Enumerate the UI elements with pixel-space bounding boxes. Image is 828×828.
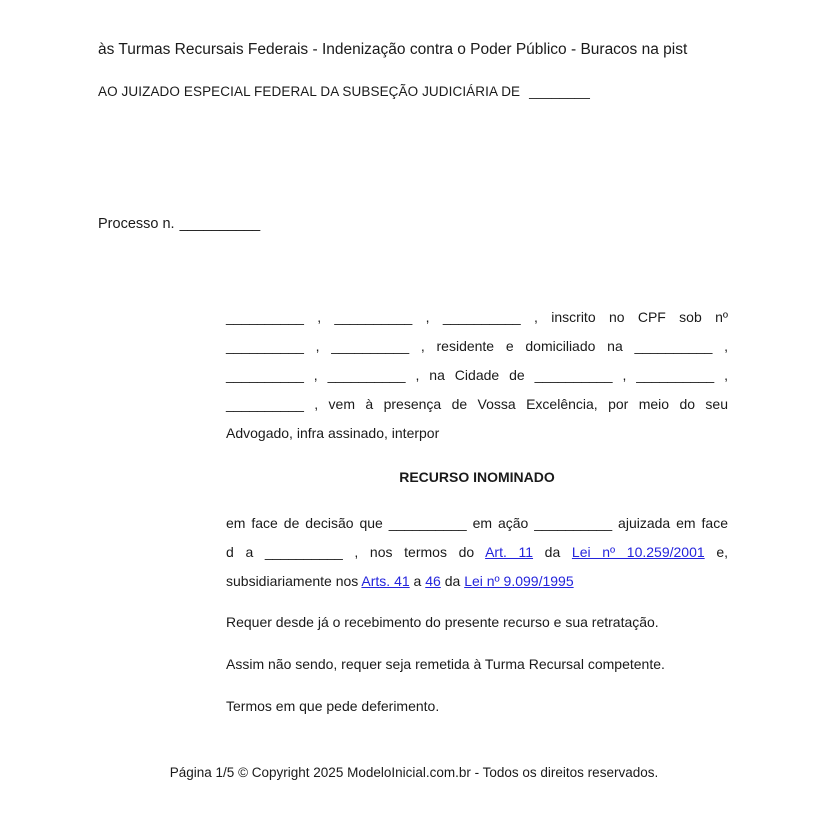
link-art-46[interactable]: 46 [425, 573, 441, 589]
addressee-line [98, 84, 590, 99]
recurso-inominado-heading: RECURSO INOMINADO [399, 469, 555, 485]
appeal-line2-text-c: e, [704, 544, 729, 560]
document-title: às Turmas Recursais Federais - Indenização contra o Poder Público - Buracos na pist [98, 41, 688, 58]
qualification-line-4: __________ , vem à presença de Vossa Excelência, por meio do seu [226, 396, 728, 412]
closing-paragraph-3: Termos em que pede deferimento. [226, 698, 440, 714]
appeal-line-1: em face de decisão que __________ em ação __________ ajuizada em face [226, 515, 728, 531]
link-arts-41[interactable]: Arts. 41 [361, 573, 410, 589]
closing-paragraph-2: Assim não sendo, requer seja remetida à Turma Recursal competente. [226, 656, 665, 672]
appeal-paragraph [226, 509, 728, 596]
appeal-line3-text-c: da [440, 573, 465, 589]
link-lei-10259-2001[interactable]: Lei nº 10.259/2001 [571, 544, 705, 560]
qualification-paragraph [226, 303, 728, 448]
process-number-line [98, 216, 260, 232]
appeal-line3-text-b: a [409, 573, 426, 589]
qualification-line-3: __________ , __________ , na Cidade de __________ , __________ , [226, 367, 728, 383]
addressee-text: AO JUIZADO ESPECIAL FEDERAL DA SUBSEÇÃO JUDICIÁRIA DE [98, 84, 521, 99]
link-art-11[interactable]: Art. 11 [485, 544, 534, 560]
qualification-line-1: __________ , __________ , __________ , inscrito no CPF sob nº [226, 309, 728, 325]
appeal-line2-text-a: d a __________ , nos termos do [226, 544, 486, 560]
qualification-line-5: Advogado, infra assinado, interpor [226, 425, 440, 441]
addressee-blank: ________ [529, 84, 591, 99]
appeal-line-3 [226, 567, 728, 596]
page-footer-copyright: Página 1/5 © Copyright 2025 ModeloInicial.com.br - Todos os direitos reservados. [169, 765, 659, 780]
qualification-line-2: __________ , __________ , residente e domiciliado na __________ , [226, 338, 728, 354]
closing-paragraph-1: Requer desde já o recebimento do presente recurso e sua retratação. [226, 614, 659, 630]
process-number-blank: __________ [179, 216, 261, 232]
link-lei-9099-1995[interactable]: Lei nº 9.099/1995 [464, 573, 574, 589]
process-label: Processo n. [98, 216, 175, 232]
appeal-line2-text-b: da [533, 544, 572, 560]
appeal-line-2 [226, 538, 728, 567]
appeal-line3-text-a: subsidiariamente nos [226, 573, 362, 589]
